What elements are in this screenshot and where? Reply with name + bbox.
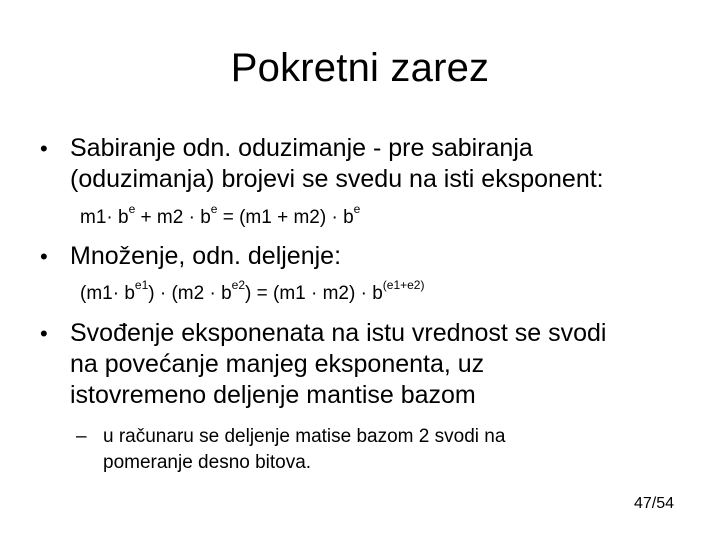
sub-bullet-line: u računaru se deljenje matise bazom 2 svodi na	[103, 426, 506, 447]
formula-part: + m2 · b	[135, 207, 211, 228]
bullet-text	[70, 133, 710, 195]
bullet-line: (oduzimanja) brojevi se svedu na isti eksponent:	[70, 165, 604, 193]
formula-exponent: e	[210, 201, 218, 216]
bullet-marker: •	[40, 136, 48, 161]
bullet-text	[70, 241, 710, 272]
formula-exponent: e2	[231, 277, 246, 292]
slide-title: Pokretni zarez	[230, 46, 490, 90]
formula-exponent: (e1+e2)	[382, 277, 425, 292]
bullet-line: na povećanje manjeg eksponenta, uz	[70, 350, 485, 378]
formula-exponent: e	[128, 201, 136, 216]
page-separator: /	[651, 495, 657, 512]
bullet-addition	[40, 133, 700, 195]
bullet-multiplication	[40, 241, 700, 272]
sub-bullet-text	[103, 424, 663, 476]
bullet-line: Svođenje eksponenata na istu vrednost se svodi	[70, 319, 607, 347]
bullet-line: Sabiranje odn. oduzimanje - pre sabiranja	[70, 134, 533, 162]
bullet-line: Množenje, odn. deljenje:	[70, 242, 342, 270]
bullet-line: istovremeno deljenje mantise bazom	[70, 381, 476, 409]
bullet-marker: •	[40, 321, 48, 346]
page-current: 47	[633, 495, 652, 512]
bullet-text	[70, 318, 710, 411]
page-number	[634, 494, 674, 514]
formula-part: (m1· b	[80, 283, 135, 304]
formula-multiplication	[80, 277, 425, 306]
formula-addition	[80, 201, 361, 230]
formula-exponent: e1	[134, 277, 149, 292]
bullet-exponent-alignment	[40, 318, 700, 411]
formula-part: ) · (m2 · b	[148, 283, 232, 304]
formula-part: = (m1 + m2) · b	[217, 207, 354, 228]
dash-marker: –	[76, 426, 87, 447]
formula-part: ) = (m1 · m2) · b	[245, 283, 383, 304]
page-total: 54	[656, 495, 674, 512]
formula-part: m1· b	[80, 207, 129, 228]
formula-exponent: e	[353, 201, 361, 216]
sub-bullet-line: pomeranje desno bitova.	[103, 452, 312, 473]
bullet-marker: •	[40, 244, 48, 269]
sub-bullet-computer	[76, 424, 676, 476]
